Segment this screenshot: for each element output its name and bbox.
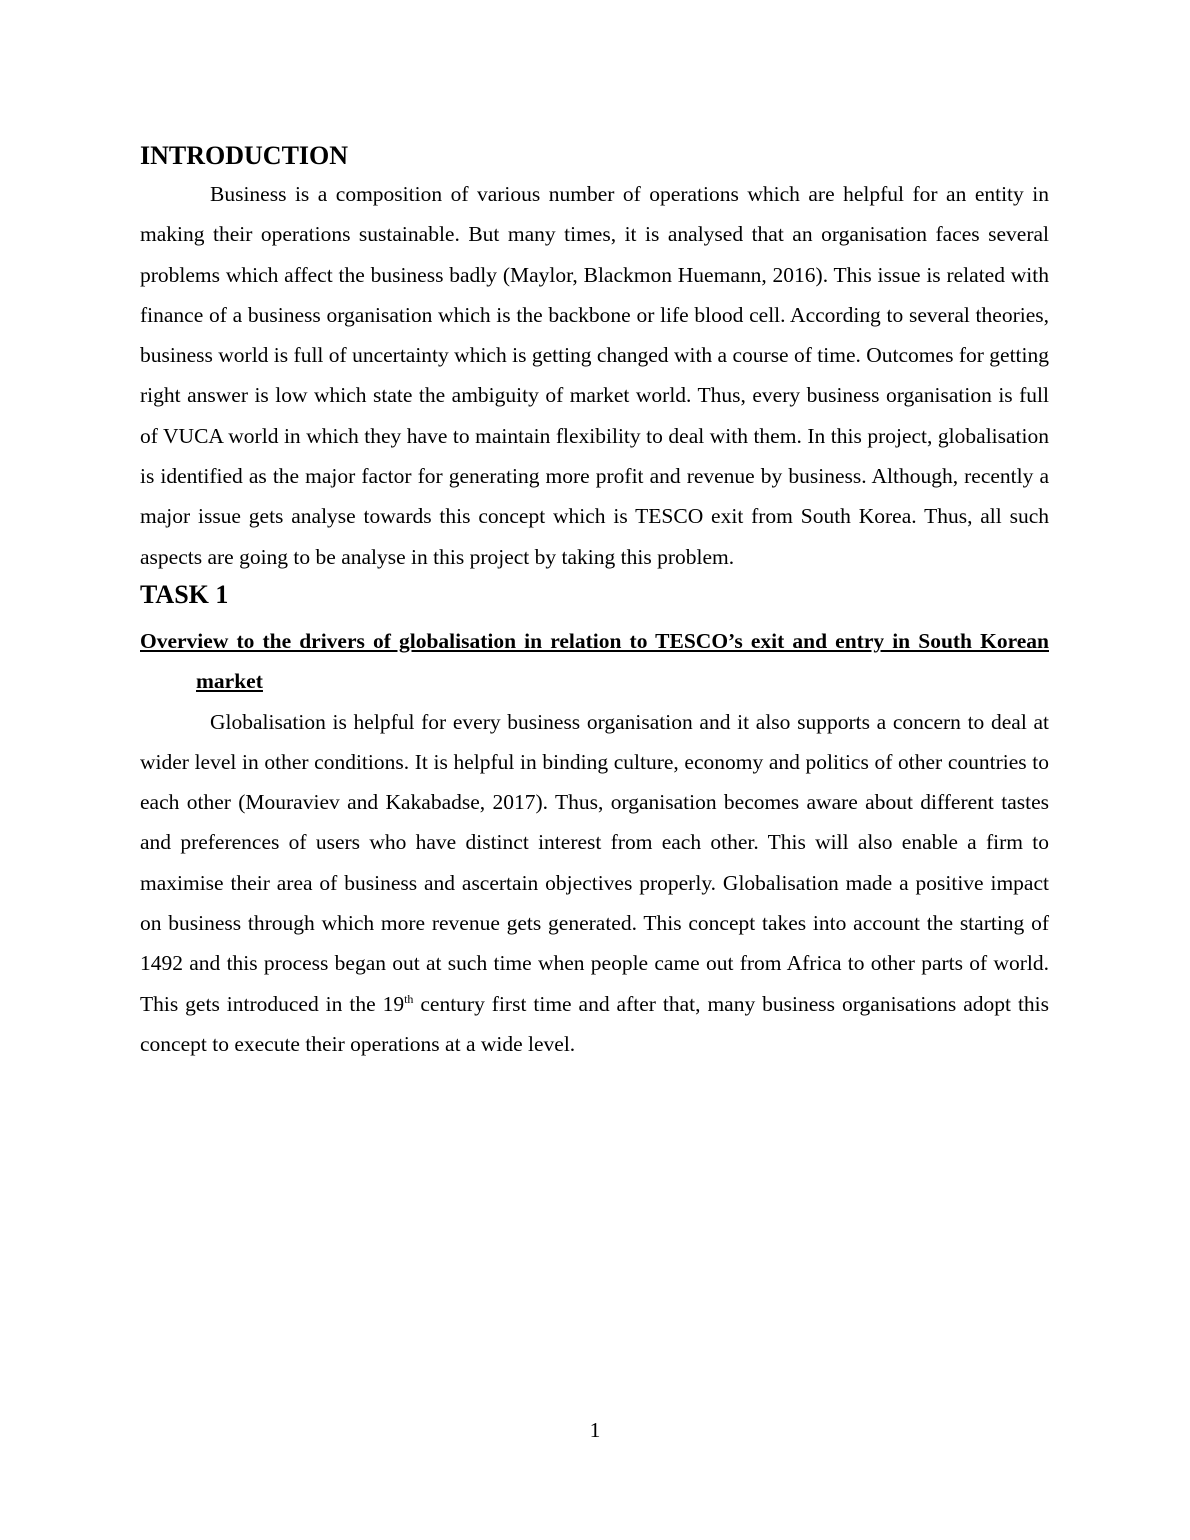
task-1-paragraph-text-start: Globalisation is helpful for every business organisation and it also supports a concern to deal at wider level in other conditions. It is helpful in binding culture, economy and politics of other countries to each other (Mouraviev and Kakabadse, 2017). Thus, organisation becomes aware about different tastes and preferences of users who have distinct interest from each other. This will also enable a firm to maximise their area of business and ascertain objectives properly. Globalisation made a positive impact on business through which more revenue gets generated. This concept takes into account the starting of 1492 and this process began out at such time when people came out from Africa to other parts of world. This gets introduced in the 19: [140, 709, 1049, 1016]
task-1-paragraph-text-end: century first time and after that, many business organisations adopt this concept to execute their operations at a wide level.: [140, 991, 1050, 1056]
task-1-subheading: [140, 621, 1049, 702]
ordinal-superscript: th: [404, 991, 414, 1006]
introduction-heading: INTRODUCTION: [140, 141, 349, 170]
page-content: [140, 138, 1049, 1064]
page-number: 1: [589, 1418, 601, 1442]
task-1-paragraph: [140, 702, 1049, 1065]
introduction-paragraph: Business is a composition of various number of operations which are helpful for an entity in making their operations sustainable. But many times, it is analysed that an organisation faces several problems which affect the business badly (Maylor, Blackmon Huemann, 2016). This issue is related with finance of a business organisation which is the backbone or life blood cell. According to several theories, business world is full of uncertainty which is getting changed with a course of time. Outcomes for getting right answer is low which state the ambiguity of market world. Thus, every business organisation is full of VUCA world in which they have to maintain flexibility to deal with them. In this project, globalisation is identified as the major factor for generating more profit and revenue by business. Although, recently a major issue gets analyse towards this concept which is TESCO exit from South Korea. Thus, all such aspects are going to be analyse in this project by taking this problem.: [140, 182, 1049, 569]
task-1-heading: TASK 1: [140, 579, 229, 609]
task-1-subheading-text: Overview to the drivers of globalisation in relation to TESCO’s exit and entry in South Korean market: [140, 628, 1049, 694]
